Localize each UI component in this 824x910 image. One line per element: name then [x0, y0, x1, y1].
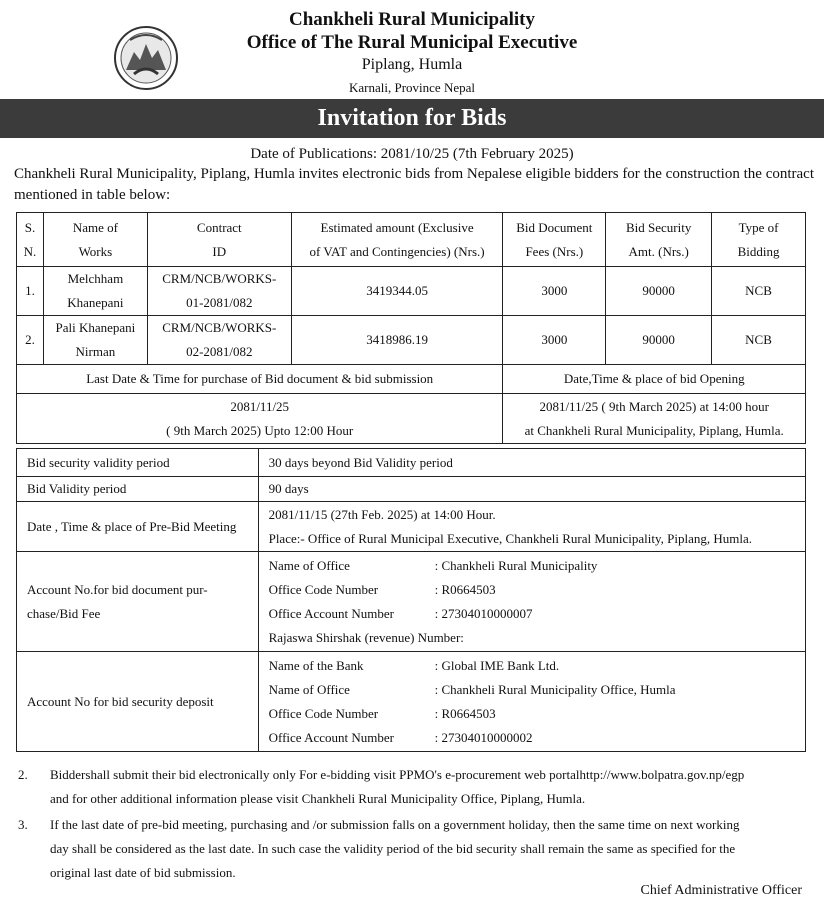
note-item: 3. If the last date of pre-bid meeting, purchasing and /or submission falls on a government holiday, then the same time on next working day shall be considered as the last date. In such case the validity period of the bid security shall remain the same as specified for the original last date of bid submission.	[18, 817, 740, 880]
bid-security-validity-value: 30 days beyond Bid Validity period	[258, 449, 805, 477]
detail-row	[17, 477, 806, 502]
deadline-label-row	[17, 365, 806, 394]
row-amount: 3418986.19	[291, 316, 503, 365]
row-security: 90000	[606, 267, 712, 316]
table-row	[17, 316, 806, 365]
row-name: Melchham Khanepani	[43, 267, 147, 316]
details-table	[16, 448, 806, 752]
notice-title: Invitation for Bids	[0, 99, 824, 138]
detail-row	[17, 652, 806, 752]
detail-row	[17, 449, 806, 477]
bid-security-validity-label: Bid security validity period	[17, 449, 259, 477]
header-bid-document-fees: Bid Document Fees (Nrs.)	[503, 213, 606, 267]
office-name: Office of The Rural Municipal Executive	[246, 32, 578, 53]
signature-title: Chief Administrative Officer	[640, 883, 802, 898]
header-bid-security: Bid Security Amt. (Nrs.)	[606, 213, 712, 267]
header-name-of-works: Name of Works	[43, 213, 147, 267]
row-sn: 2.	[17, 316, 44, 365]
opening-value: 2081/11/25 ( 9th March 2025) at 14:00 hour at Chankheli Rural Municipality, Piplang, Humla.	[503, 394, 806, 444]
row-amount: 3419344.05	[291, 267, 503, 316]
deadline-value-row	[17, 394, 806, 444]
row-type: NCB	[712, 316, 806, 365]
detail-row	[17, 502, 806, 552]
account-bid-security-label: Account No for bid security deposit	[17, 652, 259, 752]
works-table	[16, 212, 806, 444]
row-name: Pali Khanepani Nirman	[43, 316, 147, 365]
table-header-row	[17, 213, 806, 267]
row-fees: 3000	[503, 267, 606, 316]
header-estimated-amount: Estimated amount (Exclusive of VAT and Contingencies) (Nrs.)	[291, 213, 503, 267]
bid-validity-value: 90 days	[258, 477, 805, 502]
bid-validity-label: Bid Validity period	[17, 477, 259, 502]
row-sn: 1.	[17, 267, 44, 316]
pre-bid-meeting-value: 2081/11/15 (27th Feb. 2025) at 14:00 Hour. Place:- Office of Rural Municipal Executive, Chankheli Rural Municipality, Piplang, Humla.	[258, 502, 805, 552]
org-name: Chankheli Rural Municipality	[289, 9, 535, 30]
pre-bid-meeting-label: Date , Time & place of Pre-Bid Meeting	[17, 502, 259, 552]
row-type: NCB	[712, 267, 806, 316]
row-contract-id: CRM/NCB/WORKS- 01-2081/082	[147, 267, 291, 316]
detail-row	[17, 552, 806, 652]
account-bid-fee-details: Name of Office : Chankheli Rural Municipality Office Code Number : R0664503 Office Account Number : 27304010000007 Rajaswa Shirshak (revenue) Number:	[258, 552, 805, 652]
publication-date: Date of Publications: 2081/10/25 (7th February 2025)	[250, 146, 574, 162]
header-contract-id: Contract ID	[147, 213, 291, 267]
last-date-value: 2081/11/25 ( 9th March 2025) Upto 12:00 Hour	[17, 394, 503, 444]
header-type-of-bidding: Type of Bidding	[712, 213, 806, 267]
office-location: Piplang, Humla	[361, 56, 463, 73]
note-item: 2. Biddershall submit their bid electronically only For e-bidding visit PPMO's e-procurement web portalhttp://www.bolpatra.gov.np/egp and for other additional information please visit Chankheli Rural Municipality Office, Piplang, Humla.	[18, 767, 745, 806]
row-security: 90000	[606, 316, 712, 365]
notice-header	[0, 0, 824, 108]
intro-paragraph: Chankheli Rural Municipality, Piplang, Humla invites electronic bids from Nepalese eligible bidders for the construction the contract mentioned in table below:	[14, 166, 814, 203]
opening-label: Date,Time & place of bid Opening	[503, 365, 806, 394]
row-fees: 3000	[503, 316, 606, 365]
account-bid-security-details: Name of the Bank : Global IME Bank Ltd. Name of Office : Chankheli Rural Municipality Office, Humla Office Code Number : R0664503 Office Account Number : 27304010000002	[258, 652, 805, 752]
row-contract-id: CRM/NCB/WORKS- 02-2081/082	[147, 316, 291, 365]
header-sn: S. N.	[17, 213, 44, 267]
province: Karnali, Province Nepal	[349, 80, 475, 95]
account-bid-fee-label: Account No.for bid document pur- chase/Bid Fee	[17, 552, 259, 652]
last-date-label: Last Date & Time for purchase of Bid document & bid submission	[17, 365, 503, 394]
table-row	[17, 267, 806, 316]
